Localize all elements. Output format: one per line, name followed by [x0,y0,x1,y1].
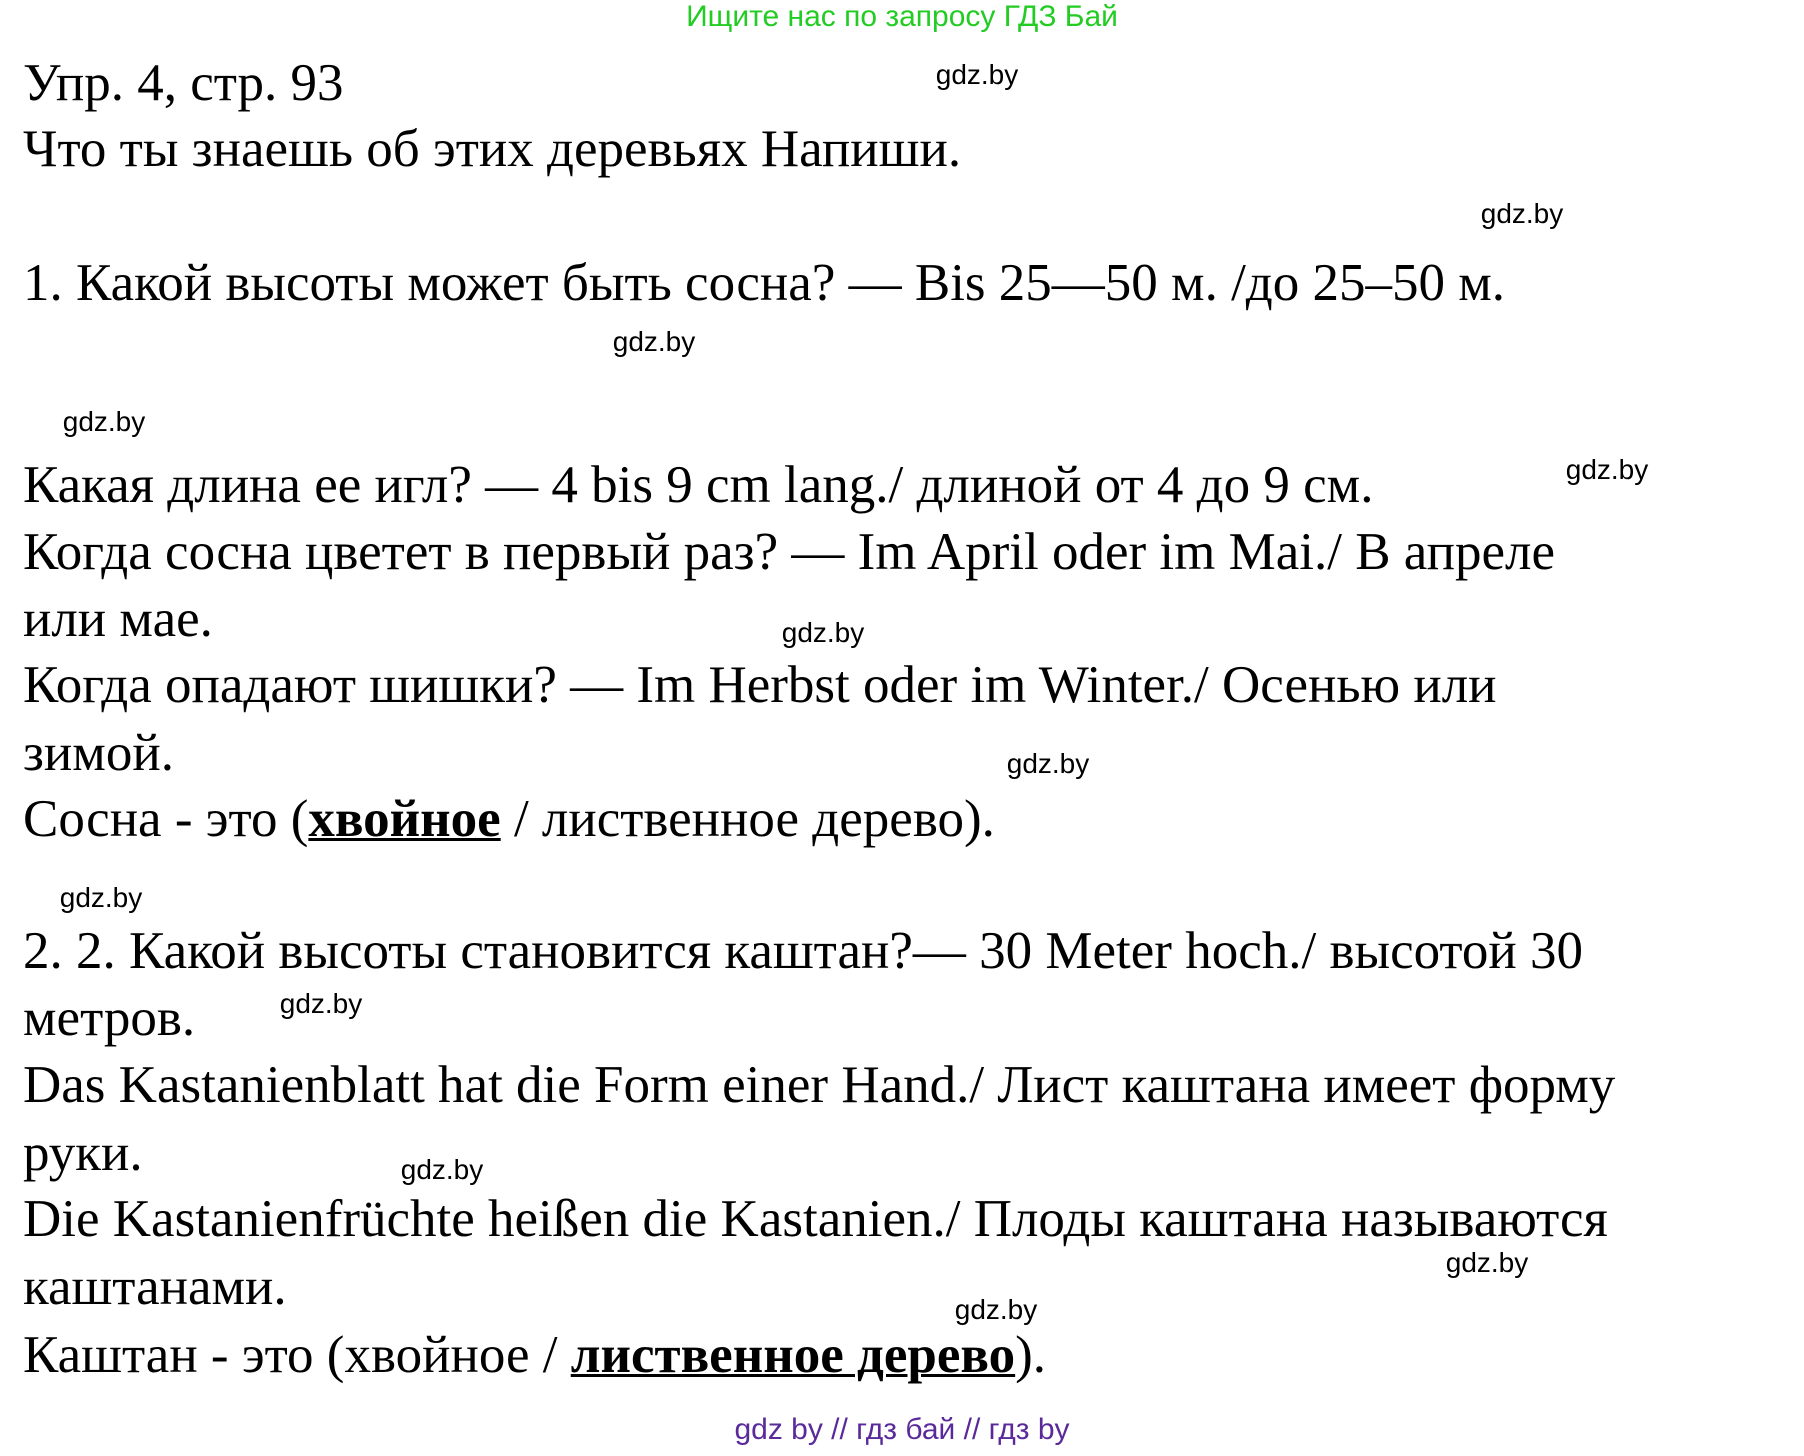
chestnut-selected: лиственное дерево [570,1326,1016,1384]
answer-line: руки. [23,1124,143,1182]
watermark: gdz.by [62,406,146,437]
answer-line: каштанами. [23,1258,287,1316]
answer-line: 2. 2. Какой высоты становится каштан?— 30 Meter hoch./ высотой 30 [23,922,1583,980]
watermark: gdz.by [954,1294,1038,1325]
answer-line: Das Kastanienblatt hat die Form einer Hand./ Лист каштана имеет форму [23,1056,1616,1114]
answer-line: или мае. [23,590,213,648]
exercise-title: Упр. 4, стр. 93 [23,54,344,112]
answer-line: 1. Какой высоты может быть сосна? — Bis 25—50 м. /до 25–50 м. [23,254,1506,312]
answer-line: Когда сосна цветет в первый раз? — Im April oder im Mai./ В апреле [23,523,1555,581]
footer-watermark: gdz by // гдз бай // гдз by [734,1413,1070,1446]
pine-suffix: / лиственное дерево). [500,790,995,848]
watermark: gdz.by [1006,748,1090,779]
answer-line: зимой. [23,724,174,782]
answer-line: Die Kastanienfrüchte heißen die Kastanien./ Плоды каштана называются [23,1190,1608,1248]
pine-selected: хвойное [308,790,501,848]
watermark: gdz.by [781,617,865,648]
pine-answer [23,789,995,849]
watermark: gdz.by [1565,454,1649,485]
watermark: gdz.by [279,988,363,1019]
task-text: Что ты знаешь об этих деревьях Напиши. [23,120,962,178]
answer-line: Когда опадают шишки? — Im Herbst oder im Winter./ Осенью или [23,656,1497,714]
watermark: gdz.by [612,326,696,357]
pine-prefix: Сосна - это ( [23,790,309,848]
chestnut-answer [23,1325,1046,1385]
answer-line: Какая длина ее игл? — 4 bis 9 cm lang./ длиной от 4 до 9 см. [23,456,1374,514]
watermark: gdz.by [1445,1247,1529,1278]
search-banner: Ищите нас по запросу ГДЗ Бай [686,0,1118,33]
watermark: gdz.by [59,882,143,913]
watermark: gdz.by [400,1154,484,1185]
chestnut-suffix: ). [1015,1326,1047,1384]
chestnut-prefix: Каштан - это (хвойное / [23,1326,571,1384]
watermark: gdz.by [1480,198,1564,229]
watermark: gdz.by [935,59,1019,90]
answer-line: метров. [23,989,196,1047]
